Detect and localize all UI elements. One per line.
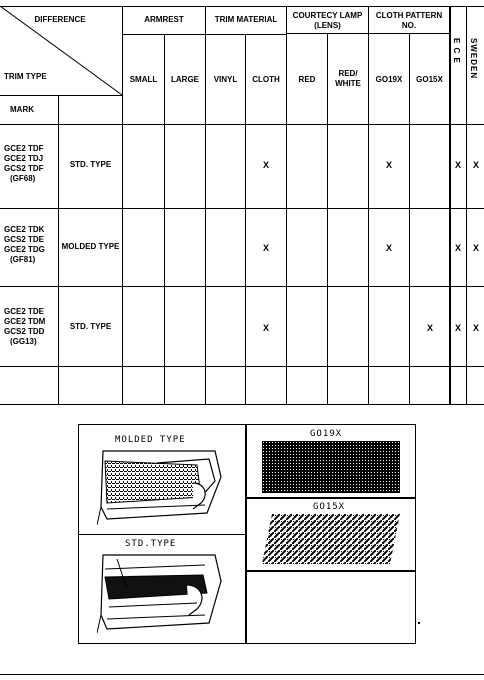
trim-material-header: TRIM MATERIAL <box>214 15 278 24</box>
table-border-bottom <box>0 404 484 405</box>
cloth-pattern-subheader: NO. <box>401 21 417 30</box>
row1-mark-3: GCS2 TDF <box>4 164 44 173</box>
row-rule-1 <box>0 124 484 125</box>
row2-mark-2: GCS2 TDE <box>4 235 45 244</box>
ece-header: E C E <box>452 38 461 64</box>
row1-sweden-x: X <box>472 160 479 170</box>
row1-mark-2: GCE2 TDJ <box>4 154 44 163</box>
trim-illustration-panel <box>78 424 416 644</box>
molded-type-door-panel <box>97 447 227 529</box>
row3-mark-4: (GG13) <box>10 337 37 346</box>
cloth-pattern-header: CLOTH PATTERN <box>375 11 443 20</box>
col-rule-4 <box>245 34 246 404</box>
col-rule-3 <box>205 6 206 404</box>
row3-type: STD. TYPE <box>69 322 112 331</box>
stray-mark <box>418 622 420 624</box>
go15x-fabric-swatch <box>262 514 400 564</box>
col-rule-7 <box>368 6 369 404</box>
go15x-caption: GO15X <box>313 502 346 512</box>
cloth-header: CLOTH <box>252 75 280 84</box>
red-header: RED <box>298 75 316 84</box>
row1-type: STD. TYPE <box>69 160 112 169</box>
trim-spec-table <box>0 6 484 405</box>
row-rule-2 <box>0 208 484 209</box>
courtesy-lamp-subheader: (LENS) <box>314 21 341 30</box>
col-rule-10 <box>466 6 467 404</box>
figure-divider-right-2 <box>246 570 415 572</box>
row2-sweden-x: X <box>472 243 479 253</box>
row2-mark-3: GCE2 TDG <box>4 245 45 254</box>
row3-go15x-x: X <box>426 323 433 333</box>
row3-ece-x: X <box>454 323 461 333</box>
row3-sweden-x: X <box>472 323 479 333</box>
row2-type: MOLDED TYPE <box>61 242 120 251</box>
red-white-header-1: RED/ <box>338 69 358 78</box>
trim-type-label: TRIM TYPE <box>4 72 47 81</box>
col-rule-9 <box>449 6 451 404</box>
row2-go19x-x: X <box>385 243 392 253</box>
subheader-rule <box>122 34 286 35</box>
col-rule-5 <box>286 6 287 404</box>
row1-mark-4: (GF68) <box>10 174 36 183</box>
row3-mark-2: GCE2 TDM <box>4 317 46 326</box>
molded-type-caption: MOLDED TYPE <box>115 435 186 445</box>
small-header: SMALL <box>129 75 158 84</box>
red-white-header-2: WHITE <box>335 79 361 88</box>
mark-label: MARK <box>10 105 34 114</box>
sweden-header: SWEDEN <box>469 38 478 80</box>
go19x-header: GO19X <box>375 75 403 84</box>
row3-mark-3: GCS2 TDD <box>4 327 45 336</box>
std-type-door-panel <box>97 549 227 637</box>
row2-cloth-x: X <box>262 243 269 253</box>
row3-cloth-x: X <box>262 323 269 333</box>
go15x-header: GO15X <box>416 75 443 84</box>
row1-cloth-x: X <box>262 160 269 170</box>
row-rule-3 <box>0 286 484 287</box>
vinyl-header: VINYL <box>213 75 238 84</box>
col-rule-1 <box>122 6 123 404</box>
row1-mark-1: GCE2 TDF <box>4 144 44 153</box>
col-rule-8 <box>409 33 410 404</box>
go19x-caption: GO19X <box>310 429 343 439</box>
difference-label: DIFFERENCE <box>34 15 86 24</box>
figure-divider-left <box>79 534 246 535</box>
col-rule-2 <box>164 34 165 404</box>
figure-divider-right <box>246 497 415 499</box>
page-bottom-rule <box>0 674 484 675</box>
large-header: LARGE <box>171 75 199 84</box>
go19x-fabric-swatch <box>262 441 400 493</box>
row2-mark-1: GCE2 TDK <box>4 225 45 234</box>
row3-mark-1: GCE2 TDE <box>4 307 45 316</box>
row2-mark-4: (GF81) <box>10 255 36 264</box>
row1-ece-x: X <box>454 160 461 170</box>
armrest-header: ARMREST <box>144 15 184 24</box>
std-type-caption: STD.TYPE <box>125 539 177 549</box>
row-rule-4 <box>0 366 484 367</box>
row1-go19x-x: X <box>385 160 392 170</box>
courtesy-lamp-header: COURTECY LAMP <box>292 11 363 20</box>
row2-ece-x: X <box>454 243 461 253</box>
